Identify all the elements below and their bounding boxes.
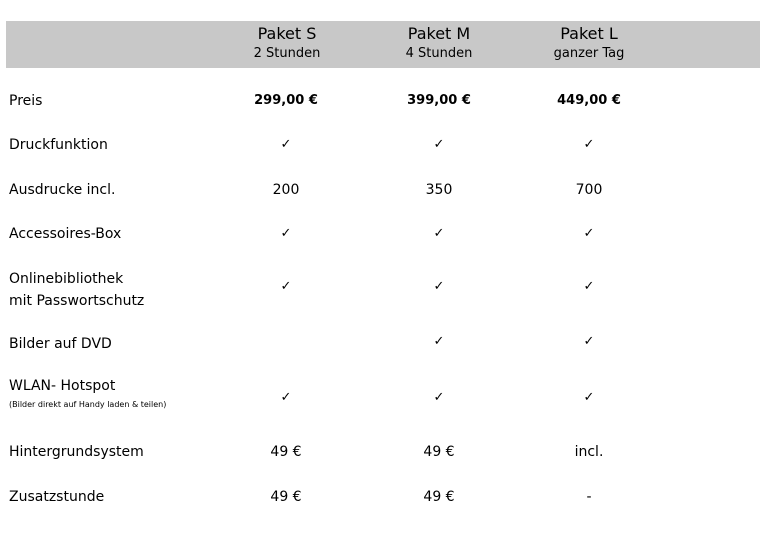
price-l: 449,00 €	[557, 93, 621, 108]
check-icon: ✓	[280, 137, 292, 152]
row-label-preis: Preis	[9, 93, 43, 109]
package-duration: ganzer Tag	[553, 46, 625, 61]
package-m-header	[359, 21, 519, 63]
package-l-header	[509, 21, 669, 63]
background-price-s: 49 €	[270, 444, 302, 460]
background-price-m: 49 €	[423, 444, 455, 460]
package-name: Paket L	[560, 24, 618, 43]
price-s: 299,00 €	[254, 93, 318, 108]
prints-m: 350	[425, 182, 453, 198]
check-icon: ✓	[280, 226, 292, 241]
check-icon: ✓	[280, 279, 292, 294]
package-s-header	[207, 21, 367, 63]
row-label-druckfunktion: Druckfunktion	[9, 137, 108, 153]
extra-hour-price-l: -	[586, 489, 592, 505]
row-label-main: WLAN- Hotspot	[9, 378, 116, 394]
check-icon: ✓	[433, 279, 445, 294]
package-duration: 2 Stunden	[253, 46, 321, 61]
extra-hour-price-m: 49 €	[423, 489, 455, 505]
check-icon: ✓	[280, 390, 292, 405]
row-label-ausdrucke: Ausdrucke incl.	[9, 182, 116, 198]
extra-hour-price-s: 49 €	[270, 489, 302, 505]
prints-s: 200	[272, 182, 300, 198]
check-icon: ✓	[583, 226, 595, 241]
row-sublabel: (Bilder direkt auf Handy laden & teilen)	[9, 400, 167, 409]
row-label-zusatzstunde: Zusatzstunde	[9, 489, 105, 505]
check-icon: ✓	[583, 334, 595, 349]
package-duration: 4 Stunden	[405, 46, 473, 61]
price-m: 399,00 €	[407, 93, 471, 108]
package-name: Paket M	[407, 24, 471, 43]
check-icon: ✓	[583, 279, 595, 294]
check-icon: ✓	[433, 334, 445, 349]
package-name: Paket S	[257, 24, 317, 43]
check-icon: ✓	[433, 137, 445, 152]
row-label-onlinebibliothek	[9, 268, 144, 312]
row-label-line: Onlinebibliothek	[9, 271, 124, 287]
background-price-l: incl.	[574, 444, 604, 460]
row-label-wlan-hotspot	[9, 375, 166, 411]
prints-l: 700	[575, 182, 603, 198]
row-label-accessoires: Accessoires-Box	[9, 226, 122, 242]
check-icon: ✓	[433, 226, 445, 241]
row-label-bilder-dvd: Bilder auf DVD	[9, 336, 112, 352]
check-icon: ✓	[433, 390, 445, 405]
row-label-line: mit Passwortschutz	[9, 293, 145, 309]
check-icon: ✓	[583, 137, 595, 152]
check-icon: ✓	[583, 390, 595, 405]
row-label-hintergrundsystem: Hintergrundsystem	[9, 444, 144, 460]
